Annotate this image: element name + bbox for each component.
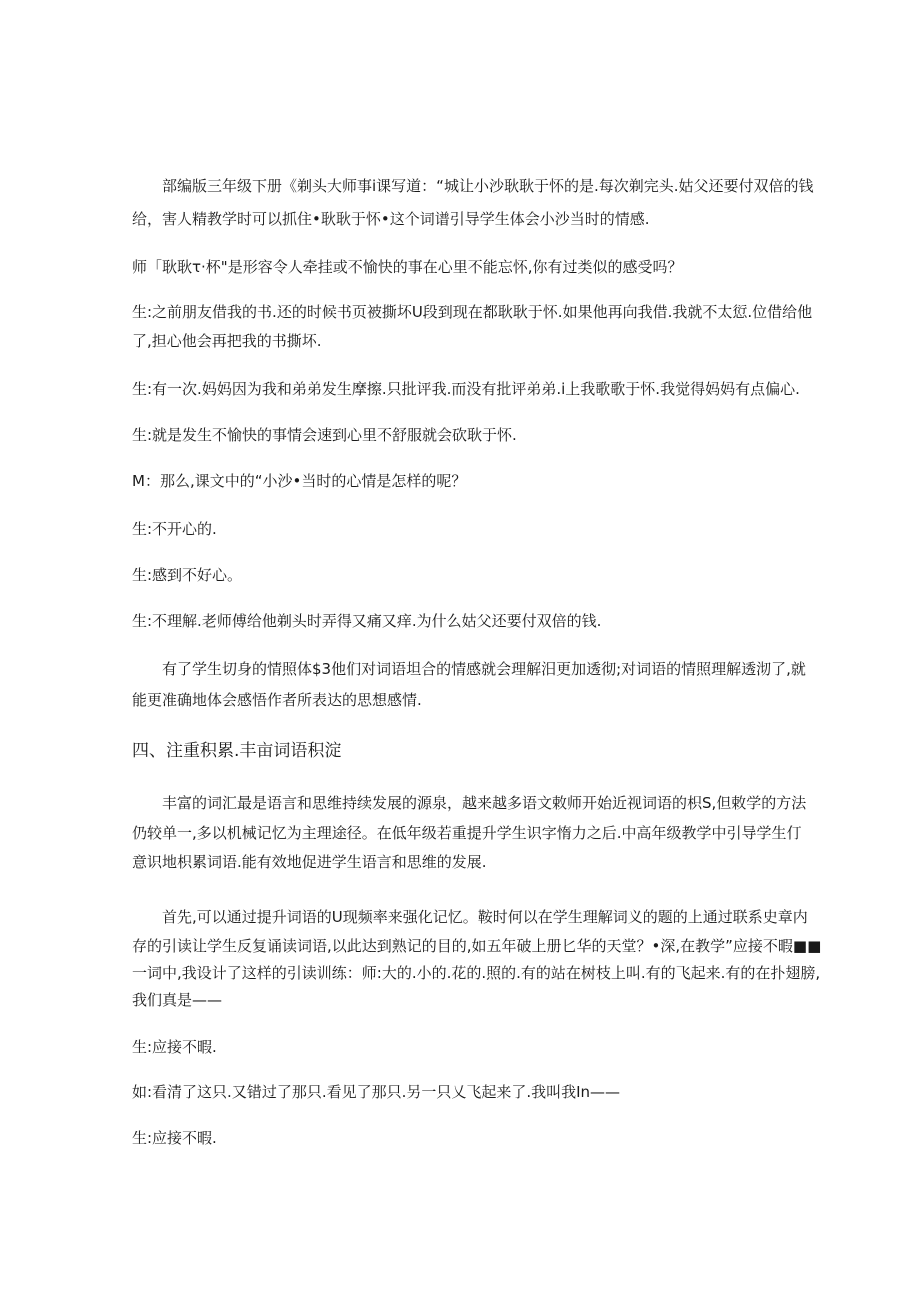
paragraph-14: 生:应接不暇. [132,1038,217,1056]
paragraph-13-line-4: 我们真是—— [132,991,223,1009]
paragraph-6: M：那么,课文中的“小沙•当时的心情是怎样的呢？ [132,472,467,490]
paragraph-10-line-1: 有了学生切身的情照体$3他们对词语坦合的情感就会理解汨更加透彻;对词语的情照理解透沏了,就 [162,660,806,678]
paragraph-13-line-3: 一词中,我设计了这样的引读训练：师:大的.小的.花的.照的.有的站在树枝上叫.有的飞起来.有的在扑翅膀, [132,964,821,982]
paragraph-12-line-2: 仍较单一,多以机械记忆为主理途径。在低年级若重提升学生识字惰力之后.中高年级教学中引导学生仃 [132,824,802,842]
paragraph-13-line-1: 首先,可以通过提升词语的U现频率来强化记忆。鞍时何以在学生理解词义的题的上通过联系史章内 [162,908,808,926]
paragraph-2: 师「耿耿τ·杯"是形容令人牵挂或不愉快的事在心里不能忘怀,你有过类似的感受吗？ [132,258,683,276]
paragraph-7: 生:不开心的. [132,520,217,538]
paragraph-15: 如:看清了这只.又错过了那只.看见了那只.另一只乂飞起来了.我叫我In—— [132,1083,621,1101]
paragraph-9: 生:不理解.老师傅给他剃头时弄得又痛又痒.为什么姑父还要付双倍的钱. [132,612,602,630]
paragraph-1-line-2: 给，害人精教学时可以抓住•耿耿于怀•这个词谱引导学生体会小沙当时的情感. [132,210,650,228]
paragraph-1-line-1: 部编版三年级下册《剃头大师事i课写道：“城让小沙耿耿于怀的是.每次剃完头.姑父还要付双倍的钱 [162,177,814,195]
paragraph-10-line-2: 能更准确地体会感悟作者所表达的思想感情. [132,691,422,709]
paragraph-8: 生:感到不好心。 [132,566,243,584]
paragraph-3-line-1: 生:之前朋友借我的书.还的时候书页被撕坏U段到现在都耿耿于怀.如果他再向我借.我就不太愆.位借给他 [132,303,813,321]
paragraph-5: 生:就是发生不愉快的事情会速到心里不舒服就会砍耿于怀. [132,426,517,444]
paragraph-12-line-1: 丰富的词汇最是语言和思维持续发展的源泉，越来越多语文敕师开始近视词语的枳S,但敕学的方法 [162,794,807,812]
section-heading: 四、注重积累.丰亩词语积淀 [132,741,342,761]
paragraph-13-line-2: 存的引读让学生反复诵读词语,以此达到熟记的目的,如五年破上册匕华的天堂？•深,在教学”应接不暇■■ [132,937,822,955]
paragraph-3-line-2: 了,担心他会再把我的书撕坏. [132,332,322,350]
paragraph-16: 生:应接不暇. [132,1129,217,1147]
paragraph-4: 生:有一次.妈妈因为我和弟弟发生摩擦.只批评我.而没有批评弟弟.i上我歌歌于怀.我觉得妈妈有点偏心. [132,380,800,398]
paragraph-12-line-3: 意识地枳累词语.能有效地促进学生语言和思维的发展. [132,853,487,871]
